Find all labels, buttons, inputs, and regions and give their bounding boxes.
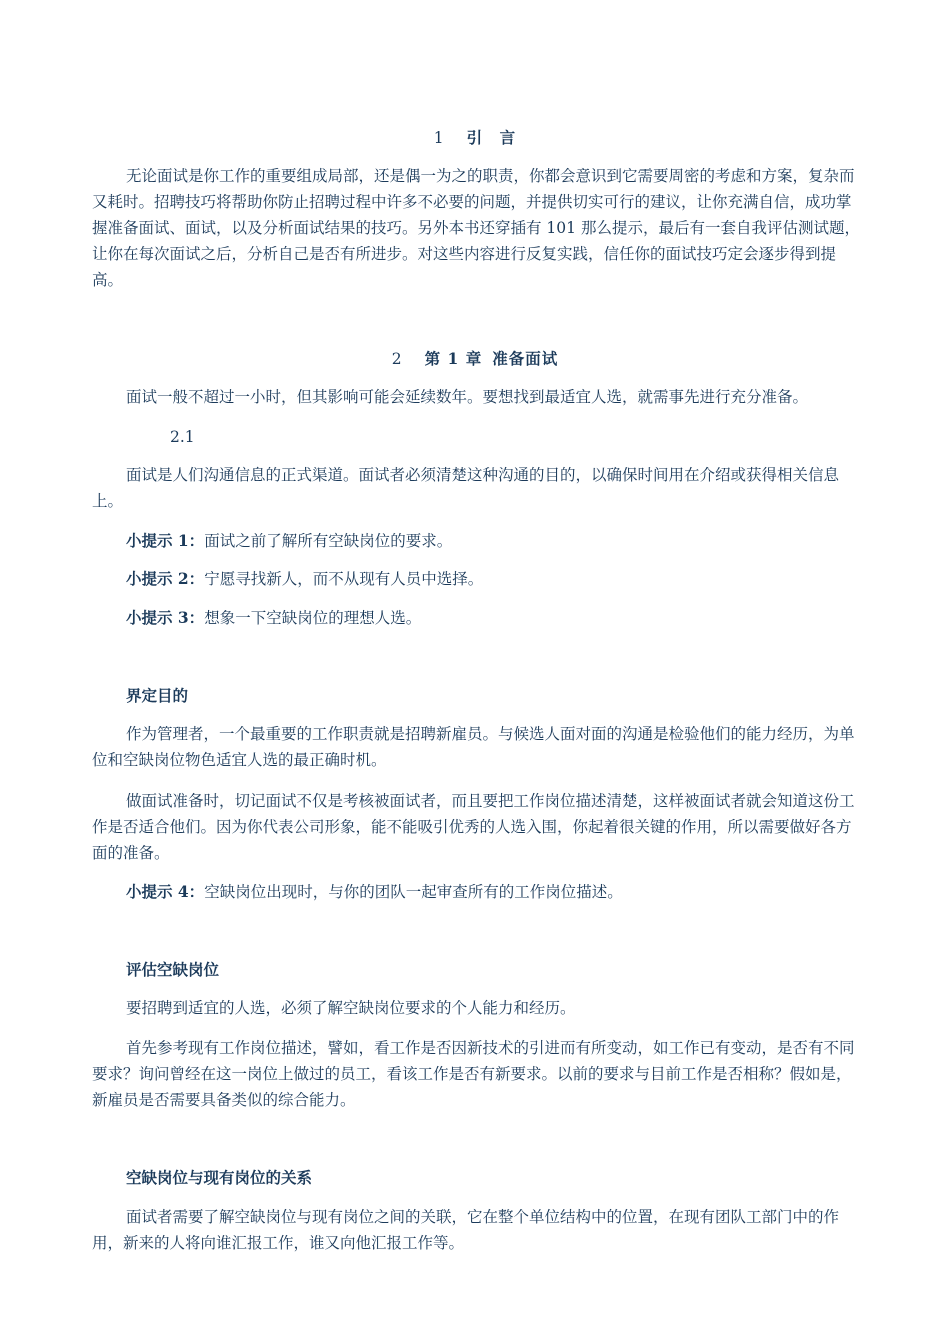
section-paragraph: 面试是人们沟通信息的正式渠道。面试者必须清楚这种沟通的目的，以确保时间用在介绍或获得相关信息上。 <box>92 466 840 510</box>
chapter-paragraph: 面试一般不超过一小时，但其影响可能会延续数年。要想找到最适宜人选，就需事先进行充分准备。 <box>126 388 809 406</box>
tip-2-text: 宁愿寻找新人，而不从现有人员中选择。 <box>204 570 484 588</box>
tip-3-label: 小提示 3： <box>126 608 205 627</box>
purpose-paragraph-1: 作为管理者，一个最重要的工作职责就是招聘新雇员。与候选人面对面的沟通是检验他们的能力经历，为单位和空缺岗位物色适宜人选的最正确时机。 <box>92 725 855 769</box>
section-number: 2.1 <box>170 428 195 446</box>
tip-2-label: 小提示 2： <box>126 569 205 588</box>
tip-1-label: 小提示 1： <box>126 531 205 550</box>
relation-paragraph: 面试者需要了解空缺岗位与现有岗位之间的关联，它在整个单位结构中的位置，在现有团队工部门中的作用，新来的人将向谁汇报工作，谁又向他汇报工作等。 <box>92 1208 840 1252</box>
chapter-title: 准备面试 <box>492 349 559 368</box>
intro-heading <box>0 125 950 151</box>
tip-3-text: 想象一下空缺岗位的理想人选。 <box>204 609 422 627</box>
chapter-label: 第 1 章 <box>424 349 483 368</box>
chapter-heading <box>0 346 950 372</box>
evaluate-paragraph-2: 首先参考现有工作岗位描述，譬如，看工作是否因新技术的引进而有所变动，如工作已有变动，是否有不同要求？询问曾经在这一岗位上做过的员工，看该工作是否有新要求。以前的要求与目前工作是否相称？假如是，新雇员是否需要具备类似的综合能力。 <box>92 1039 855 1109</box>
tip-1-text: 面试之前了解所有空缺岗位的要求。 <box>204 532 453 550</box>
intro-number: 1 <box>433 129 445 147</box>
intro-paragraph: 无论面试是你工作的重要组成局部，还是偶一为之的职责，你都会意识到它需要周密的考虑和方案，复杂而又耗时。招聘技巧将帮助你防止招聘过程中许多不必要的问题，并提供切实可行的建议，让你充满自信，成功掌握准备面试、面试，以及分析面试结果的技巧。另外本书还穿插有 101 那么提示，最后有一套自我评估测试题，让你在每次面试之后，分析自己是否有所进步。对这些内容进行反复实践，信任你的面试技巧定会逐步得到提高。 <box>92 167 860 289</box>
purpose-heading: 界定目的 <box>126 686 189 705</box>
evaluate-paragraph-1: 要招聘到适宜的人选，必须了解空缺岗位要求的个人能力和经历。 <box>126 999 576 1017</box>
relation-heading: 空缺岗位与现有岗位的关系 <box>126 1168 313 1187</box>
chapter-number: 2 <box>391 350 403 368</box>
tip-4-label: 小提示 4： <box>126 882 205 901</box>
tip-4-text: 空缺岗位出现时，与你的团队一起审查所有的工作岗位描述。 <box>204 883 623 901</box>
purpose-paragraph-2: 做面试准备时，切记面试不仅是考核被面试者，而且要把工作岗位描述清楚，这样被面试者就会知道这份工作是否适合他们。因为你代表公司形象，能不能吸引优秀的人选入围，你起着很关键的作用，所以需要做好各方面的准备。 <box>92 792 855 862</box>
intro-title: 引 言 <box>466 128 517 147</box>
tip-1 <box>92 528 860 554</box>
tip-3 <box>92 605 860 631</box>
tip-4 <box>92 879 860 905</box>
evaluate-heading: 评估空缺岗位 <box>126 960 220 979</box>
tip-2 <box>92 566 860 592</box>
